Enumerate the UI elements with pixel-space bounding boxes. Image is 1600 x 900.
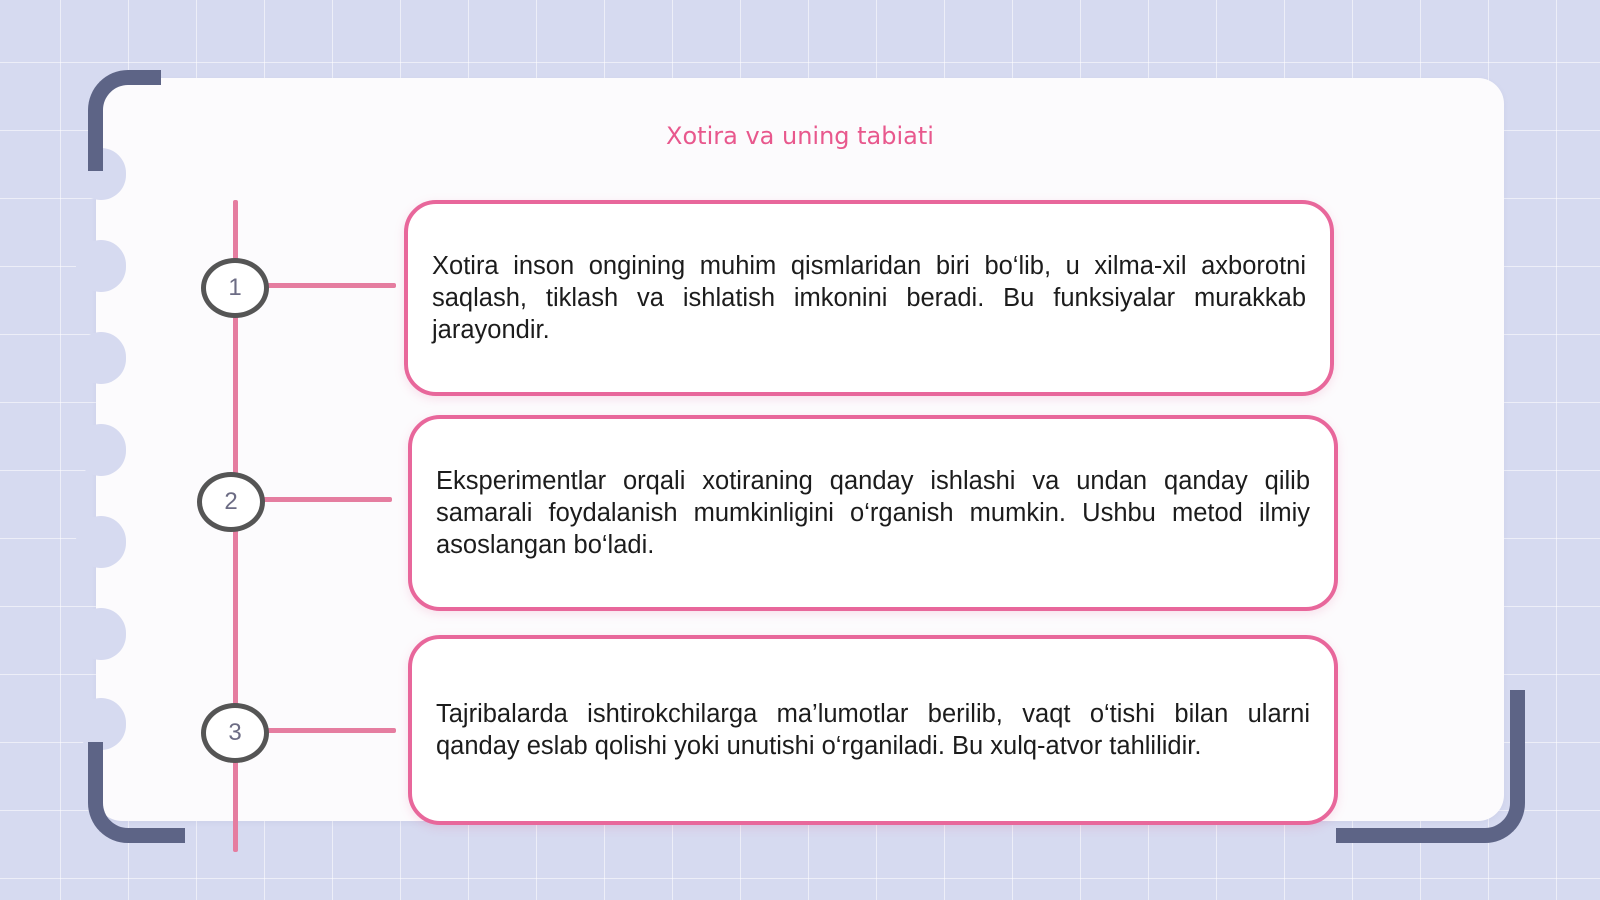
binder-hole — [76, 240, 126, 292]
card-text: Xotira inson ongining muhim qismlaridan biri bo‘lib, u xilma-xil axborotni saqlash, tiklash va ishlatish imkonini beradi. Bu funksiyalar murakkab jarayondir. — [432, 252, 1306, 344]
slide-title: Xotira va uning tabiati — [666, 122, 934, 150]
card-text: Eksperimentlar orqali xotiraning qanday ishlashi va undan qanday qilib samarali foydalanish mumkinligini o‘rganish mumkin. Ushbu metod ilmiy asoslangan bo‘ladi. — [436, 467, 1310, 559]
timeline-card-2 — [408, 415, 1338, 611]
timeline-card-1 — [404, 200, 1334, 396]
binder-hole — [76, 424, 126, 476]
timeline-connector — [262, 497, 392, 502]
binder-hole — [76, 332, 126, 384]
corner-bracket-bottom-left — [88, 742, 185, 843]
timeline-card-3 — [408, 635, 1338, 825]
corner-bracket-bottom-right — [1336, 690, 1525, 843]
corner-bracket-top-left — [88, 70, 161, 171]
timeline-connector — [266, 283, 396, 288]
timeline-node-3: 3 — [201, 703, 269, 763]
timeline-node-1: 1 — [201, 258, 269, 318]
timeline-connector — [266, 728, 396, 733]
card-text: Tajribalarda ishtirokchilarga ma’lumotlar berilib, vaqt o‘tishi bilan ularni qanday eslab qolishi yoki unutishi o‘rganiladi. Bu xulq-atvor tahlilidir. — [436, 700, 1310, 760]
timeline-node-2: 2 — [197, 472, 265, 532]
binder-hole — [76, 608, 126, 660]
binder-hole — [76, 516, 126, 568]
